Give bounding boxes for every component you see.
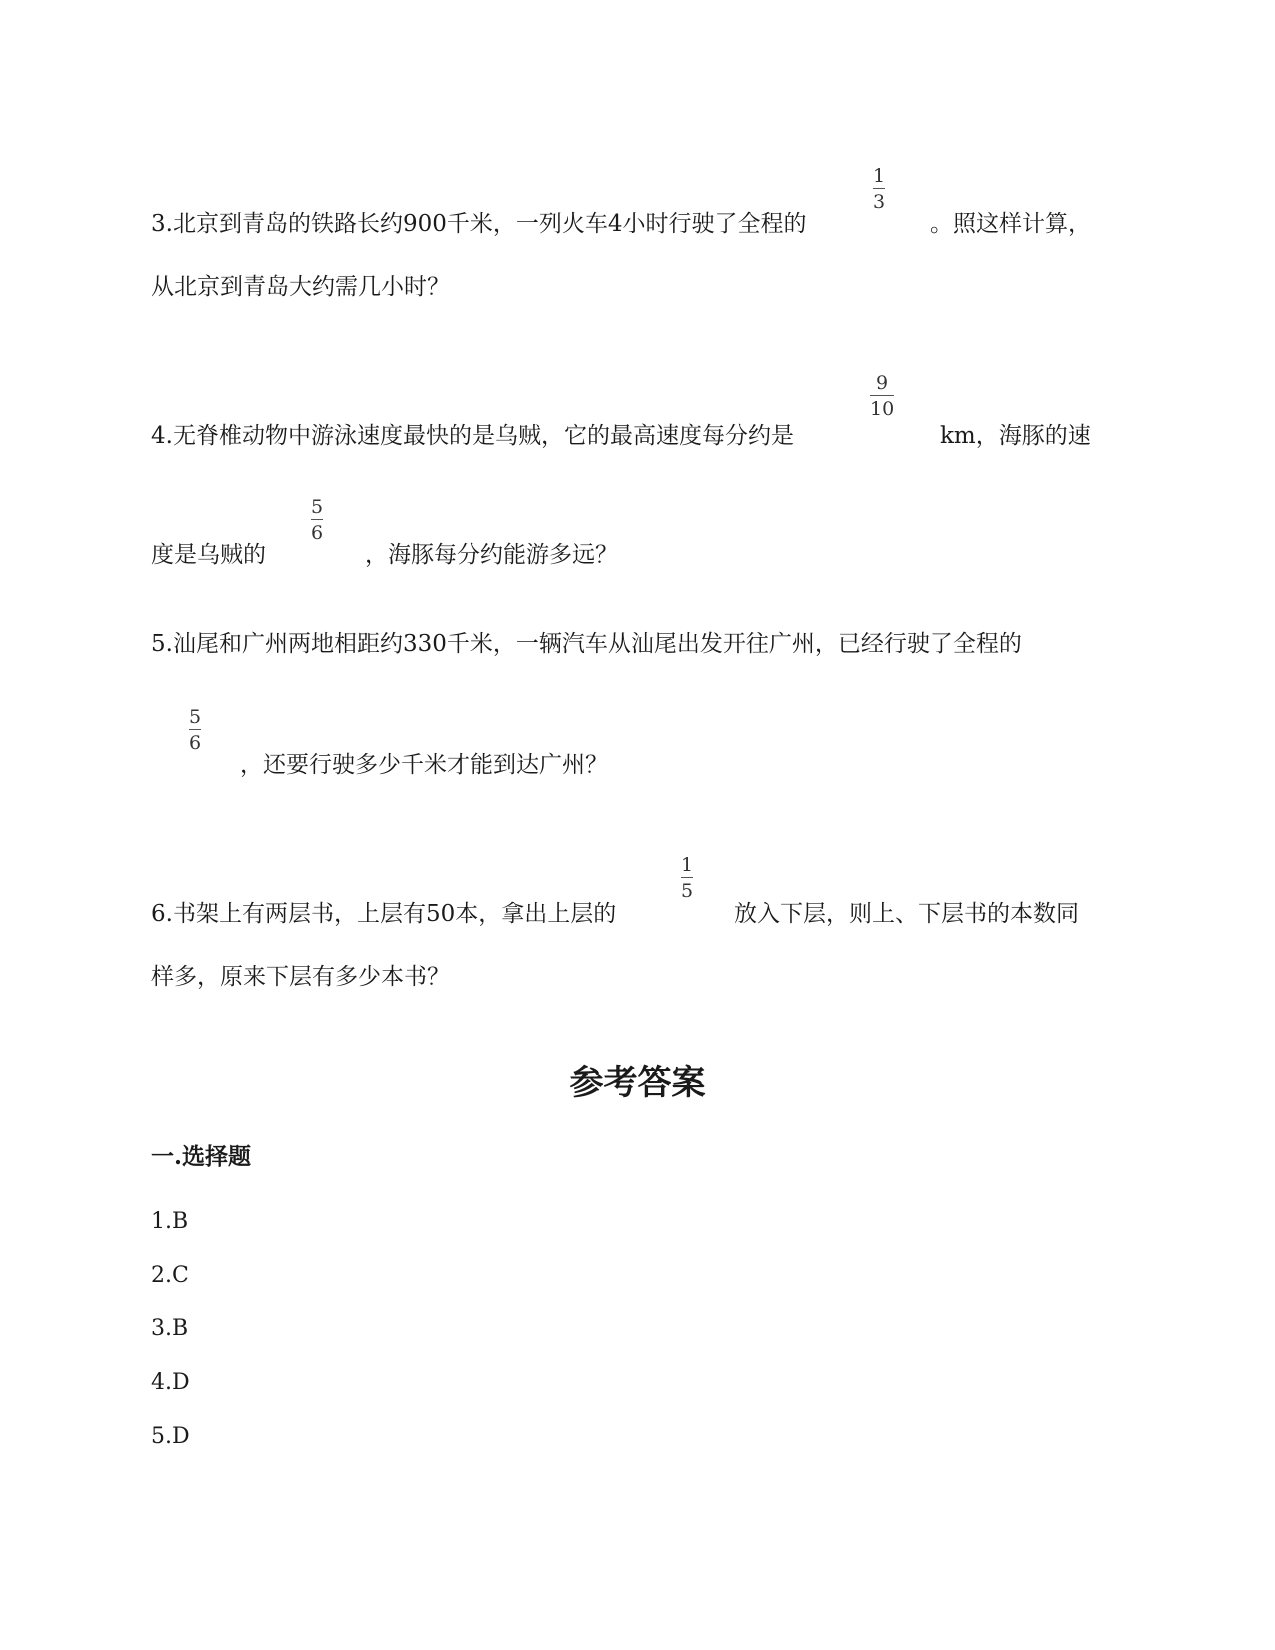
q6-line1-text: 6.书架上有两层书，上层有50本，拿出上层的 <box>151 901 617 927</box>
fraction-denominator: 3 <box>873 191 886 213</box>
fraction-denominator: 6 <box>311 522 324 544</box>
fraction-denominator: 10 <box>870 398 895 420</box>
q4-line2-end: ，海豚每分约能游多远？ <box>365 542 618 568</box>
q4-line1-end: km，海豚的速 <box>940 423 1091 449</box>
fraction-bar <box>189 729 201 730</box>
fraction-bar <box>311 519 323 520</box>
fraction-denominator: 5 <box>681 880 694 902</box>
fraction-bar <box>873 188 885 189</box>
q4-fraction-ratio <box>311 497 323 543</box>
q5-line2-text: ，还要行驶多少千米才能到达广州？ <box>240 752 608 778</box>
q4-line1-text: 4.无脊椎动物中游泳速度最快的是乌贼，它的最高速度每分约是 <box>151 423 794 449</box>
q4-line2-start: 度是乌贼的 <box>151 542 266 568</box>
answer-item: 5.D <box>151 1424 190 1449</box>
q5-fraction <box>189 707 201 753</box>
q6-line1-end: 放入下层，则上、下层书的本数同 <box>734 901 1079 927</box>
q3-line1-end: 。照这样计算， <box>930 211 1091 237</box>
answer-item: 2.C <box>151 1263 189 1288</box>
fraction-bar <box>870 395 894 396</box>
q3-fraction <box>873 166 885 212</box>
fraction-numerator: 1 <box>873 165 886 187</box>
answers-section-heading: 一.选择题 <box>151 1143 252 1170</box>
q3-line1-text: 3.北京到青岛的铁路长约900千米，一列火车4小时行驶了全程的 <box>151 211 807 237</box>
fraction-numerator: 5 <box>189 706 202 728</box>
fraction-denominator: 6 <box>189 732 202 754</box>
fraction-numerator: 1 <box>681 854 694 876</box>
fraction-bar <box>681 877 693 878</box>
q6-line2-text: 样多，原来下层有多少本书？ <box>151 964 450 990</box>
q5-line1-text: 5.汕尾和广州两地相距约330千米，一辆汽车从汕尾出发开往广州，已经行驶了全程的 <box>151 631 1022 657</box>
answer-item: 3.B <box>151 1316 189 1341</box>
q4-fraction-speed <box>870 373 894 419</box>
fraction-numerator: 5 <box>311 496 324 518</box>
answer-item: 4.D <box>151 1370 190 1395</box>
q6-fraction <box>681 855 693 901</box>
fraction-numerator: 9 <box>876 372 889 394</box>
answers-title: 参考答案 <box>569 1063 706 1103</box>
q3-line2-text: 从北京到青岛大约需几小时？ <box>151 274 450 300</box>
answer-item: 1.B <box>151 1209 189 1234</box>
